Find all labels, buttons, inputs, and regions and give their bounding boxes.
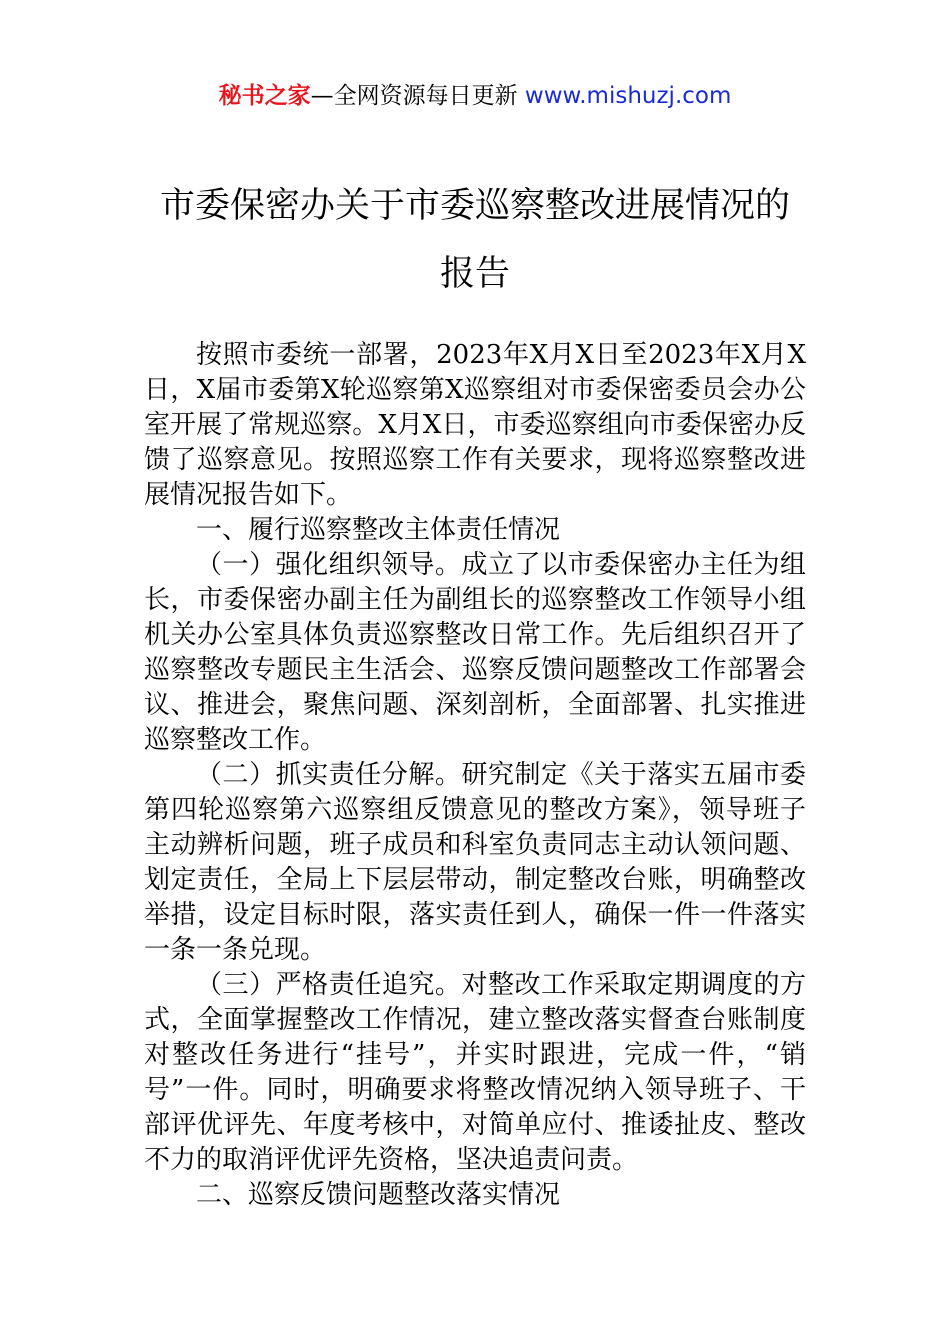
site-brand: 秘书之家 (218, 83, 311, 109)
document-body (144, 338, 806, 1213)
site-tagline: —全网资源每日更新 (310, 83, 525, 109)
site-header (0, 80, 950, 112)
section-heading-2: 二、巡察反馈问题整改落实情况 (196, 1180, 561, 1210)
document-title-line-2: 报告 (439, 254, 510, 294)
section-heading-1: 一、履行巡察整改主体责任情况 (196, 515, 561, 545)
document-title-line-1: 市委保密办关于市委巡察整改进展情况的 (159, 186, 790, 226)
intro-paragraph: 按照市委统一部署，2023年X月X日至2023年X月X日，X届市委第X轮巡察第X巡察组对市委保密委员会办公室开展了常规巡察。X月X日，市委巡察组向市委保密办反馈了巡察意见。按照巡察工作有关要求，现将巡察整改进展情况报告如下。 (144, 340, 806, 510)
paragraph-accountability: （三）严格责任追究。对整改工作采取定期调度的方式，全面掌握整改工作情况，建立整改落实督查台账制度对整改任务进行“挂号”，并实时跟进，完成一件，“销号”一件。同时，明确要求将整改情况纳入领导班子、干部评优评先、年度考核中，对简单应付、推诿扯皮、整改不力的取消评优评先资格，坚决追责问责。 (144, 970, 806, 1175)
paragraph-organization-leadership: （一）强化组织领导。成立了以市委保密办主任为组长，市委保密办副主任为副组长的巡察整改工作领导小组机关办公室具体负责巡察整改日常工作。先后组织召开了巡察整改专题民主生活会、巡察反馈问题整改工作部署会议、推进会，聚焦问题、深刻剖析，全面部署、扎实推进巡察整改工作。 (144, 550, 806, 755)
paragraph-responsibility-breakdown: （二）抓实责任分解。研究制定《关于落实五届市委第四轮巡察第六巡察组反馈意见的整改方案》，领导班子主动辨析问题，班子成员和科室负责同志主动认领问题、划定责任，全局上下层层带动，制定整改台账，明确整改举措，设定目标时限，落实责任到人，确保一件一件落实一条一条兑现。 (144, 760, 806, 965)
document-title (0, 172, 950, 308)
site-url-link[interactable]: www.mishuzj.com (524, 83, 732, 109)
